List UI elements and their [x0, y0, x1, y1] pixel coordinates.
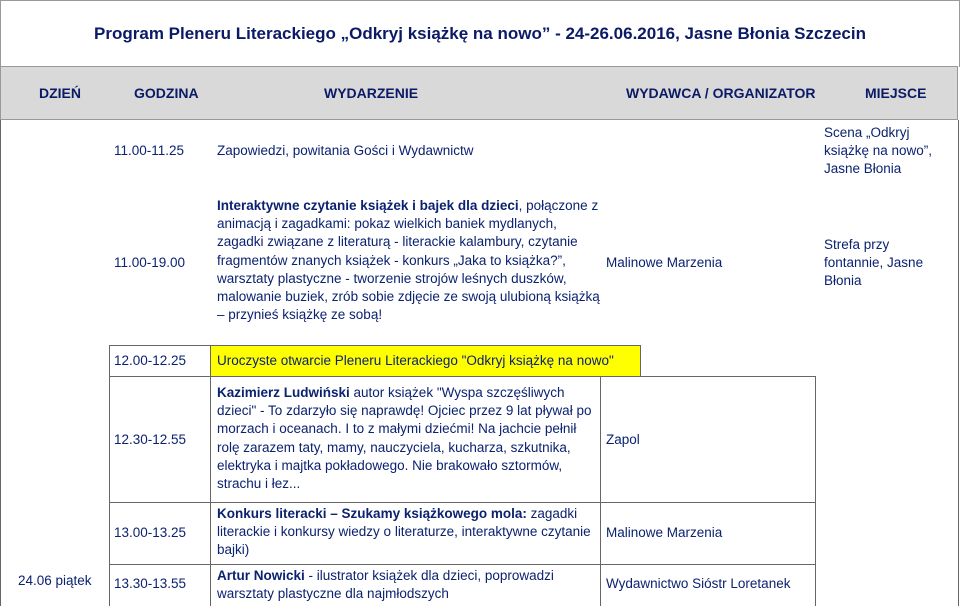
grid-line	[109, 345, 110, 606]
row-5-publisher: Malinowe Marzenia	[606, 525, 723, 540]
column-header-hour: GODZINA	[134, 85, 199, 101]
grid-line	[109, 502, 816, 503]
grid-line	[109, 376, 816, 377]
row-2-place: Strefa przy fontannie, Jasne Błonia	[824, 237, 924, 289]
grid-line	[109, 564, 816, 565]
row-2-event	[217, 197, 601, 324]
column-header-place: MIEJSCE	[865, 85, 927, 101]
row-3-event: Uroczyste otwarcie Pleneru Literackiego "Odkryj książkę na nowo"	[217, 353, 614, 368]
row-6-event-rest: - ilustrator książek dla dzieci, poprowadzi warsztaty plastyczne dla najmłodszych	[217, 568, 554, 602]
row-6-publisher: Wydawnictwo Sióstr Loretanek	[606, 576, 791, 591]
row-1-place: Scena „Odkryj książkę na nowo”, Jasne Błonia	[824, 125, 933, 177]
column-header-publisher: WYDAWCA / ORGANIZATOR	[626, 85, 816, 101]
page-title: Program Pleneru Literackiego „Odkryj książkę na nowo” - 24-26.06.2016, Jasne Błonia Szczecin	[0, 0, 960, 67]
row-4-event-rest: autor książek "Wyspa szczęśliwych dzieci" - To zdarzyło się naprawdę! Ojciec przez 9 lat pływał po morzach i oceanach. I to z małymi dziećmi! Na jachcie pełnił rolę zarazem taty, mamy, nauczyciela, kucharza, szkutnika, elektryka i majtka pokładowego. Nie brakowało sztormów, strachu i łez...	[217, 385, 592, 492]
column-header-event: WYDARZENIE	[324, 85, 419, 101]
row-5-event	[217, 505, 597, 560]
row-2-publisher: Malinowe Marzenia	[606, 255, 723, 270]
grid-line	[958, 120, 959, 606]
grid-line	[0, 120, 1, 606]
row-4-event-bold: Kazimierz Ludwiński	[217, 385, 350, 400]
row-5-hour: 13.00-13.25	[114, 525, 187, 540]
row-4-event	[217, 384, 597, 493]
grid-line	[109, 345, 641, 346]
grid-line	[640, 345, 641, 376]
row-2-event-bold: Interaktywne czytanie książek i bajek dla dzieci	[217, 198, 519, 213]
row-5-event-bold: Konkurs literacki – Szukamy książkowego mola:	[217, 506, 527, 521]
grid-line	[815, 376, 816, 606]
row-3-hour: 12.00-12.25	[114, 353, 187, 368]
row-1-hour: 11.00-11.25	[114, 143, 185, 158]
row-4-publisher: Zapol	[606, 432, 640, 447]
grid-line	[210, 345, 211, 606]
row-4-hour: 12.30-12.55	[114, 432, 187, 447]
table-header	[0, 66, 958, 120]
row-1-event: Zapowiedzi, powitania Gości i Wydawnictw	[217, 143, 474, 158]
grid-line	[600, 376, 601, 606]
row-6-event-bold: Artur Nowicki	[217, 568, 305, 583]
row-5-event-rest: zagadki literackie i konkursy wiedzy o literaturze, interaktywne czytanie bajki)	[217, 506, 591, 558]
day-label: 24.06 piątek	[18, 573, 92, 588]
row-2-hour: 11.00-19.00	[114, 255, 186, 270]
column-header-day: DZIEŃ	[39, 85, 81, 101]
row-6-event	[217, 567, 597, 603]
row-2-event-rest: , połączone z animacją i zagadkami: pokaz wielkich baniek mydlanych, zagadki związane z literaturą - literackie kalambury, czytanie fragmentów znanych książek - konkurs „Jaka to książka?”, warsztaty plastyczne - tworzenie strojów leśnych duszków, malowanie buziek, zrób sobie zdjęcie ze swoją ulubioną książką – przynieś książkę ze sobą!	[217, 198, 600, 323]
row-6-hour: 13.30-13.55	[114, 576, 187, 591]
